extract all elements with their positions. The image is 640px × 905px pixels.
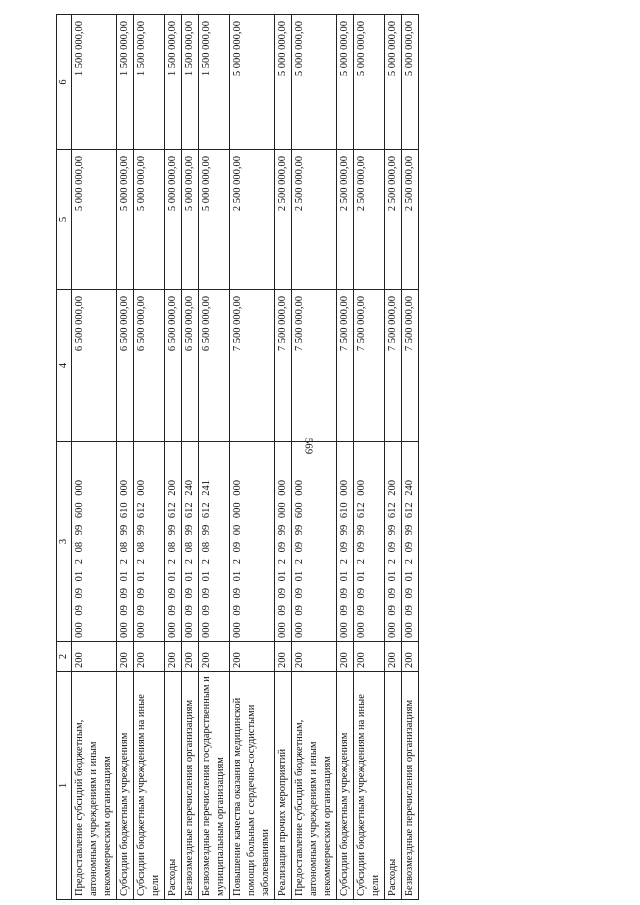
row-value-cell: 6 500 000,00 <box>199 290 230 442</box>
row-value-cell: 2 500 000,00 <box>385 150 402 290</box>
row-admin-cell: 200 <box>199 642 230 672</box>
row-name-cell: Реализация прочих мероприятий <box>275 672 292 900</box>
row-admin-cell: 200 <box>165 642 182 672</box>
row-code-cell: 000 09 09 01 2 08 99 600 000 <box>72 442 117 642</box>
row-value-cell: 7 500 000,00 <box>230 290 275 442</box>
column-number: 6 <box>57 15 72 150</box>
row-value-cell: 5 000 000,00 <box>72 150 117 290</box>
row-admin-cell: 200 <box>275 642 292 672</box>
row-name-cell: Субсидии бюджетным учреждениям на иные цели <box>354 672 385 900</box>
row-value-cell: 1 500 000,00 <box>165 15 182 150</box>
table-row <box>199 15 230 900</box>
row-value-cell: 6 500 000,00 <box>134 290 165 442</box>
row-value-cell: 5 000 000,00 <box>199 150 230 290</box>
table-row <box>230 15 275 900</box>
table-row <box>134 15 165 900</box>
row-value-cell: 1 500 000,00 <box>199 15 230 150</box>
row-name-cell: Повышение качества оказания медицинской помощи больным с сердечно-сосудистыми заболеваниями <box>230 672 275 900</box>
row-admin-cell: 200 <box>354 642 385 672</box>
row-name-cell: Безвозмездные перечисления организациям <box>182 672 199 900</box>
row-code-cell: 000 09 09 01 2 08 99 612 200 <box>165 442 182 642</box>
row-name-cell: Безвозмездные перечисления организациям <box>402 672 419 900</box>
row-value-cell: 2 500 000,00 <box>275 150 292 290</box>
table-row <box>402 15 419 900</box>
row-value-cell: 5 000 000,00 <box>182 150 199 290</box>
table-row <box>117 15 134 900</box>
row-value-cell: 7 500 000,00 <box>402 290 419 442</box>
row-admin-cell: 200 <box>182 642 199 672</box>
row-code-cell: 000 09 09 01 2 09 00 000 000 <box>230 442 275 642</box>
row-admin-cell: 200 <box>292 642 337 672</box>
row-value-cell: 2 500 000,00 <box>402 150 419 290</box>
row-admin-cell: 200 <box>337 642 354 672</box>
row-name-cell: Субсидии бюджетным учреждениям <box>337 672 354 900</box>
row-name-cell: Предоставление субсидий бюджетным, автономным учреждениям и иным некоммерческим организациям <box>292 672 337 900</box>
row-admin-cell: 200 <box>230 642 275 672</box>
column-number: 3 <box>57 442 72 642</box>
row-value-cell: 2 500 000,00 <box>354 150 385 290</box>
row-value-cell: 7 500 000,00 <box>385 290 402 442</box>
row-value-cell: 2 500 000,00 <box>292 150 337 290</box>
table-row <box>337 15 354 900</box>
rotated-table-container <box>56 15 636 900</box>
row-code-cell: 000 09 09 01 2 09 99 000 000 <box>275 442 292 642</box>
row-value-cell: 7 500 000,00 <box>354 290 385 442</box>
table-row <box>72 15 117 900</box>
row-admin-cell: 200 <box>72 642 117 672</box>
table-row <box>182 15 199 900</box>
row-value-cell: 6 500 000,00 <box>182 290 199 442</box>
row-value-cell: 5 000 000,00 <box>337 15 354 150</box>
row-value-cell: 6 500 000,00 <box>117 290 134 442</box>
row-code-cell: 000 09 09 01 2 08 99 612 241 <box>199 442 230 642</box>
row-admin-cell: 200 <box>117 642 134 672</box>
row-name-cell: Субсидии бюджетным учреждениям <box>117 672 134 900</box>
row-code-cell: 000 09 09 01 2 09 99 612 200 <box>385 442 402 642</box>
column-number-row <box>57 15 72 900</box>
row-value-cell: 1 500 000,00 <box>117 15 134 150</box>
row-value-cell: 2 500 000,00 <box>230 150 275 290</box>
budget-table <box>56 14 419 900</box>
row-value-cell: 6 500 000,00 <box>72 290 117 442</box>
row-admin-cell: 200 <box>402 642 419 672</box>
row-value-cell: 5 000 000,00 <box>275 15 292 150</box>
row-code-cell: 000 09 09 01 2 08 99 610 000 <box>117 442 134 642</box>
column-number: 4 <box>57 290 72 442</box>
row-value-cell: 2 500 000,00 <box>337 150 354 290</box>
row-value-cell: 7 500 000,00 <box>337 290 354 442</box>
table-body <box>72 15 419 900</box>
row-admin-cell: 200 <box>134 642 165 672</box>
row-value-cell: 5 000 000,00 <box>402 15 419 150</box>
row-value-cell: 5 000 000,00 <box>354 15 385 150</box>
row-value-cell: 6 500 000,00 <box>165 290 182 442</box>
row-value-cell: 7 500 000,00 <box>275 290 292 442</box>
row-value-cell: 5 000 000,00 <box>165 150 182 290</box>
column-number: 5 <box>57 150 72 290</box>
table-row <box>165 15 182 900</box>
row-code-cell: 000 09 09 01 2 09 99 600 000 <box>292 442 337 642</box>
row-name-cell: Предоставление субсидий бюджетным, автономным учреждениям и иным некоммерческим организациям <box>72 672 117 900</box>
table-row <box>385 15 402 900</box>
column-number: 2 <box>57 642 72 672</box>
row-value-cell: 5 000 000,00 <box>117 150 134 290</box>
row-value-cell: 1 500 000,00 <box>72 15 117 150</box>
table-row <box>292 15 337 900</box>
row-value-cell: 7 500 000,00 <box>292 290 337 442</box>
page-number: 569 <box>302 437 315 455</box>
row-name-cell: Субсидии бюджетным учреждениям на иные цели <box>134 672 165 900</box>
row-code-cell: 000 09 09 01 2 08 99 612 240 <box>182 442 199 642</box>
row-value-cell: 5 000 000,00 <box>385 15 402 150</box>
column-number: 1 <box>57 672 72 900</box>
row-code-cell: 000 09 09 01 2 09 99 610 000 <box>337 442 354 642</box>
row-value-cell: 5 000 000,00 <box>292 15 337 150</box>
row-value-cell: 1 500 000,00 <box>182 15 199 150</box>
row-code-cell: 000 09 09 01 2 08 99 612 000 <box>134 442 165 642</box>
row-admin-cell: 200 <box>385 642 402 672</box>
table-row <box>275 15 292 900</box>
table-row <box>354 15 385 900</box>
row-value-cell: 5 000 000,00 <box>134 150 165 290</box>
row-value-cell: 1 500 000,00 <box>134 15 165 150</box>
row-value-cell: 5 000 000,00 <box>230 15 275 150</box>
row-name-cell: Расходы <box>165 672 182 900</box>
row-name-cell: Расходы <box>385 672 402 900</box>
row-name-cell: Безвозмездные перечисления государственным и муниципальным организациям <box>199 672 230 900</box>
row-code-cell: 000 09 09 01 2 09 99 612 240 <box>402 442 419 642</box>
row-code-cell: 000 09 09 01 2 09 99 612 000 <box>354 442 385 642</box>
